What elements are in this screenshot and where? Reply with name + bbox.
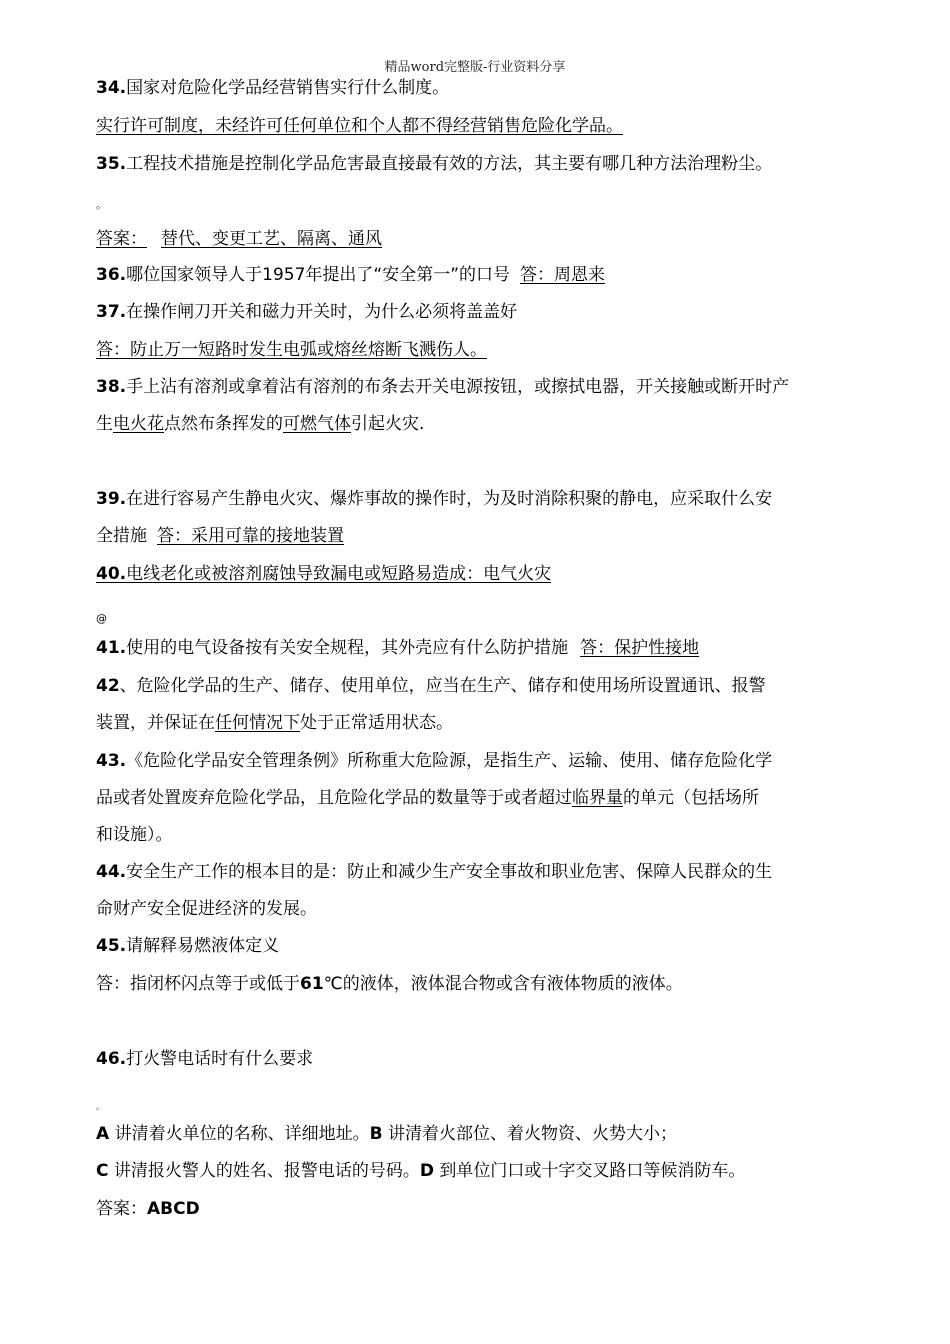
- answer-text: 答：防止万一短路时发生电弧或熔丝熔断飞溅伤人。: [96, 340, 487, 360]
- question-text: 在进行容易产生静电火灾、爆炸事故的操作时，为及时消除积聚的静电，应采取什么安: [126, 489, 773, 509]
- option-text: 讲清报火警人的姓名、报警电话的号码。: [113, 1161, 420, 1181]
- option-text: 讲清着火部位、着火物资、火势大小；: [387, 1124, 677, 1144]
- question-number: 42: [96, 676, 120, 696]
- answer-34: [96, 115, 856, 137]
- question-43-line3: [96, 824, 856, 846]
- question-number: 43.: [96, 751, 127, 771]
- question-42-line2: [96, 712, 856, 734]
- question-number: 39.: [96, 489, 127, 509]
- option-text: 讲清着火单位的名称、详细地址。: [114, 1124, 370, 1144]
- question-38-line2: [96, 413, 856, 435]
- options-cd: [96, 1160, 856, 1182]
- answer-text: ABCD: [147, 1199, 200, 1219]
- question-number: 35.: [96, 154, 127, 174]
- question-text: 电线老化或被溶剂腐蚀导致漏电或短路易造成: [126, 564, 467, 584]
- question-43: [96, 750, 856, 772]
- text-segment: 装置，并保证在: [96, 713, 215, 733]
- question-43-line2: [96, 787, 856, 809]
- blank-answer: 任何情况下: [215, 713, 300, 733]
- answer-text: 答：指闭杯闪点等于或低于: [96, 974, 300, 994]
- paragraph-mark: @: [96, 612, 107, 625]
- option-letter: B: [369, 1124, 383, 1144]
- question-text: 工程技术措施是控制化学品危害最直接最有效的方法，其主要有哪几种方法治理粉尘。: [126, 154, 773, 174]
- question-text: 《危险化学品安全管理条例》所称重大危险源，是指生产、运输、使用、储存危险化学: [126, 751, 773, 771]
- question-text: 、危险化学品的生产、储存、使用单位，应当在生产、储存和使用场所设置通讯、报警: [119, 676, 766, 696]
- paragraph-mark: 。: [96, 1102, 104, 1111]
- question-number: 36.: [96, 265, 127, 285]
- question-34: [96, 77, 856, 99]
- option-letter: A: [96, 1124, 110, 1144]
- question-46: [96, 1048, 856, 1070]
- question-number: 45.: [96, 936, 127, 956]
- question-text: 全措施: [96, 526, 147, 546]
- answer-text: 答：采用可靠的接地装置: [157, 526, 344, 546]
- question-40: [96, 563, 856, 585]
- question-number: 37.: [96, 302, 127, 322]
- answer-text: 答：周恩来: [520, 265, 606, 285]
- question-number: 40.: [96, 564, 127, 584]
- option-letter: C: [96, 1161, 109, 1181]
- question-text: 哪位国家领导人于1957年提出了“安全第一”的口号: [126, 265, 511, 285]
- answer-text: ：电气火灾: [466, 564, 552, 584]
- answer-text: 答：保护性接地: [580, 638, 700, 658]
- question-text: 使用的电气设备按有关安全规程，其外壳应有什么防护措施: [126, 638, 569, 658]
- question-45: [96, 935, 856, 957]
- paragraph-mark: 。: [96, 198, 107, 211]
- answer-text: 实行许可制度，未经许可任何单位和个人都不得经营销售危险化学品。: [96, 116, 623, 136]
- answer-text: ℃的液体，液体混合物或含有液体物质的液体。: [323, 974, 683, 994]
- text-segment: 处于正常适用状态。: [300, 713, 453, 733]
- question-text: 请解释易燃液体定义: [126, 936, 280, 956]
- page-header: 精品word完整版-行业资料分享: [384, 60, 566, 75]
- question-36: [96, 264, 856, 286]
- question-39: [96, 488, 856, 510]
- answer-text: 替代、变更工艺、隔离、通风: [161, 229, 382, 249]
- question-39-line2: [96, 525, 856, 547]
- text-segment: 点然布条挥发的: [164, 414, 283, 434]
- question-text: 国家对危险化学品经营销售实行什么制度。: [126, 78, 450, 98]
- question-44: [96, 861, 856, 883]
- answer-37: [96, 339, 856, 361]
- blank-answer: 电火花: [113, 414, 164, 434]
- text-segment: 品或者处置废弃危险化学品，且危险化学品的数量等于或者超过: [96, 788, 572, 808]
- question-37: [96, 301, 856, 323]
- option-text: 到单位门口或十字交叉路口等候消防车。: [439, 1161, 746, 1181]
- question-text: 安全生产工作的根本目的是：防止和减少生产安全事故和职业危害、保障人民群众的生: [126, 862, 773, 882]
- answer-prefix: 答案：: [96, 1199, 147, 1219]
- question-number: 44.: [96, 862, 127, 882]
- option-letter: D: [419, 1161, 435, 1181]
- question-35: [96, 153, 856, 175]
- question-42: [96, 675, 856, 697]
- question-number: 41.: [96, 638, 127, 658]
- text-segment: 生: [96, 414, 113, 434]
- question-number: 38.: [96, 377, 127, 397]
- blank-answer: 可燃气体: [283, 414, 351, 434]
- text-segment: 引起火灾.: [351, 414, 425, 434]
- question-text: 手上沾有溶剂或拿着沾有溶剂的布条去开关电源按钮，或擦拭电器，开关接触或断开时产: [126, 377, 790, 397]
- question-41: [96, 637, 856, 659]
- text-segment: 的单元（包括场所: [623, 788, 759, 808]
- answer-number: 61: [300, 974, 324, 994]
- answer-35: [96, 228, 856, 250]
- text-segment: 和设施）。: [96, 825, 173, 845]
- answer-45: [96, 973, 856, 995]
- question-number: 34.: [96, 78, 127, 98]
- question-number: 46.: [96, 1049, 127, 1069]
- question-38: [96, 376, 856, 398]
- answer-46: [96, 1198, 856, 1220]
- blank-answer: 临界量: [572, 788, 623, 808]
- question-44-line2: [96, 898, 856, 920]
- question-text: 打火警电话时有什么要求: [126, 1049, 314, 1069]
- answer-prefix: 答案：: [96, 229, 147, 249]
- question-text: 在操作闸刀开关和磁力开关时，为什么必须将盖盖好: [126, 302, 518, 322]
- options-ab: [96, 1123, 856, 1145]
- question-text: 命财产安全促进经济的发展。: [96, 899, 317, 919]
